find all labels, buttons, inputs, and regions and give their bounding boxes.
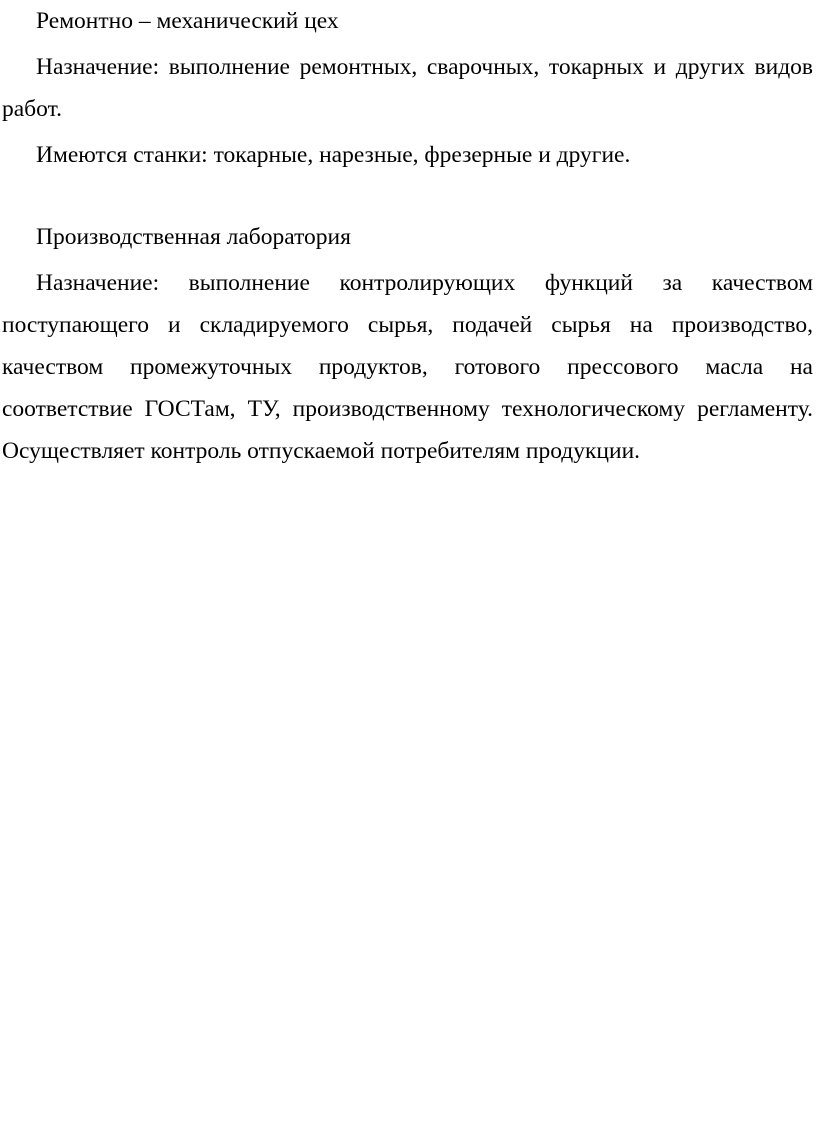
laboratory-purpose: Назначение: выполнение контролирующих функций за качеством поступающего и складируемого сырья, подачей сырья на производство, качеством промежуточных продуктов, готового прессового масла на соответствие ГОСТам, ТУ, производственному технологическому регламенту. Осуществляет контроль отпускаемой потребителям продукции. (2, 270, 813, 464)
repair-shop-machines: Имеются станки: токарные, нарезные, фрезерные и другие. (36, 142, 631, 168)
section-title-laboratory: Производственная лаборатория (36, 224, 351, 250)
repair-shop-purpose: Назначение: выполнение ремонтных, сварочных, токарных и других видов работ. (2, 54, 813, 122)
document-body (2, 0, 813, 472)
section-title-repair-shop: Ремонтно – механический цех (36, 8, 339, 34)
